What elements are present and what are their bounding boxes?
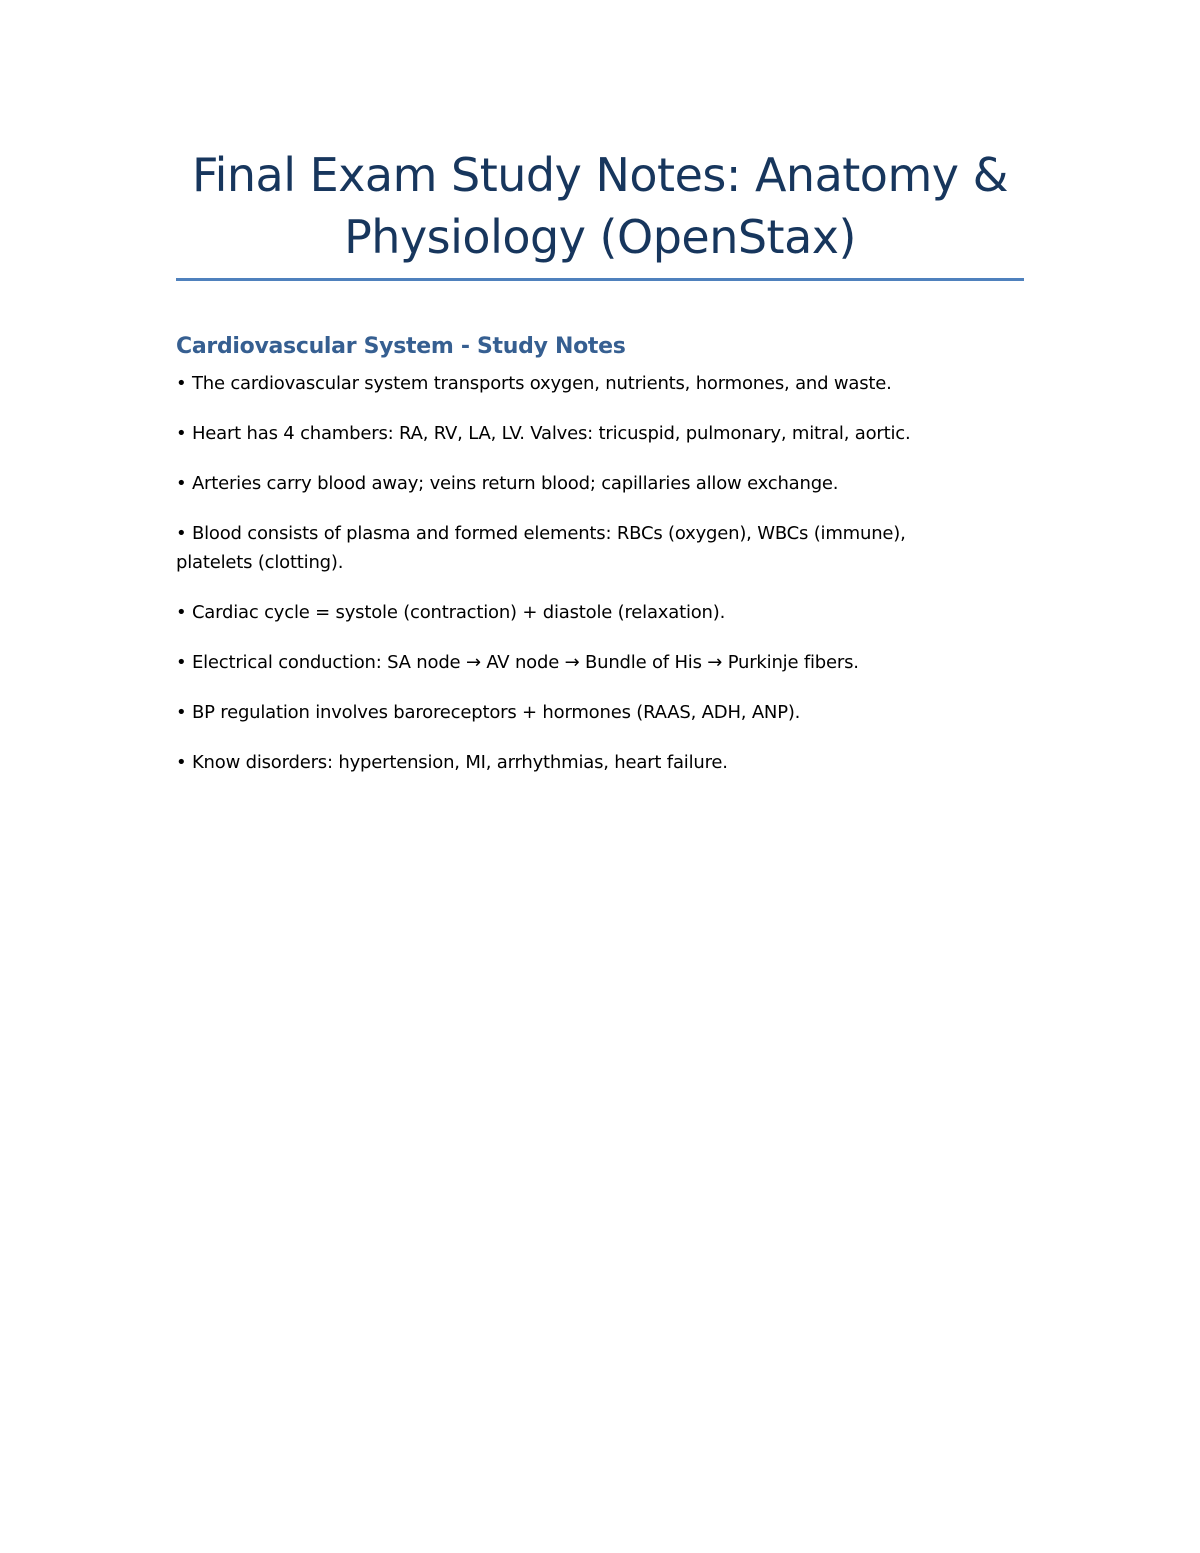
- note-item: • BP regulation involves baroreceptors + hormones (RAAS, ADH, ANP).: [176, 702, 801, 723]
- section-heading: Cardiovascular System - Study Notes: [176, 334, 626, 359]
- note-item: • The cardiovascular system transports oxygen, nutrients, hormones, and waste.: [176, 373, 892, 394]
- note-item: • Cardiac cycle = systole (contraction) + diastole (relaxation).: [176, 602, 726, 623]
- note-item: • Know disorders: hypertension, MI, arrhythmias, heart failure.: [176, 752, 728, 773]
- page-content: [176, 0, 1024, 798]
- note-item: • Arteries carry blood away; veins return blood; capillaries allow exchange.: [176, 473, 839, 494]
- document-title: Final Exam Study Notes: Anatomy & Physiology (OpenStax): [192, 148, 1008, 264]
- title-underline-rule: [176, 278, 1024, 281]
- study-notes-list: [176, 369, 1024, 777]
- note-item: • Blood consists of plasma and formed elements: RBCs (oxygen), WBCs (immune), platelets (clotting).: [176, 523, 906, 573]
- note-item: • Heart has 4 chambers: RA, RV, LA, LV. Valves: tricuspid, pulmonary, mitral, aortic.: [176, 423, 911, 444]
- note-item: • Electrical conduction: SA node → AV node → Bundle of His → Purkinje fibers.: [176, 652, 859, 673]
